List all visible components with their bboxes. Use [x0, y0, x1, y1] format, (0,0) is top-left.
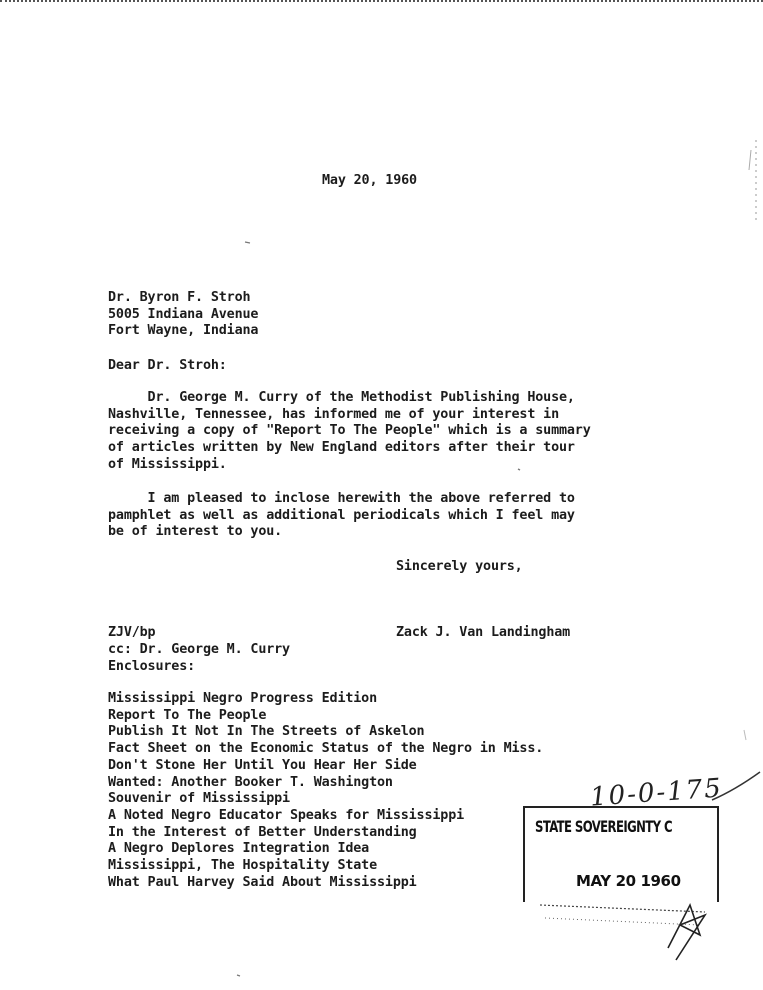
letter-date: May 20, 1960 — [322, 173, 417, 188]
speck — [518, 469, 520, 470]
enclosure-item: Wanted: Another Booker T. Washington — [108, 774, 393, 790]
paragraph-1-line: Nashville, Tennessee, has informed me of your interest in — [108, 406, 559, 422]
enclosures-label: Enclosures: — [108, 659, 196, 674]
edge-noise — [744, 730, 746, 740]
enclosure-item: Mississippi, The Hospitality State — [108, 858, 378, 874]
paragraph-1-line: of Mississippi. — [108, 456, 227, 472]
handwritten-file-number: 10-0-175 — [589, 773, 724, 813]
speck — [245, 242, 250, 243]
cc-line: cc: Dr. George M. Curry — [108, 642, 290, 657]
stamp-date: MAY 20 1960 — [576, 872, 681, 890]
initials-scrawl — [668, 905, 705, 960]
paragraph-2-line: be of interest to you. — [108, 524, 283, 540]
signature-name: Zack J. Van Landingham — [396, 625, 571, 640]
stamp-dotted-line — [545, 918, 700, 925]
salutation: Dear Dr. Stroh: — [108, 358, 227, 373]
enclosure-item: In the Interest of Better Understanding — [108, 824, 417, 840]
enclosure-item: A Negro Deplores Integration Idea — [108, 841, 370, 857]
enclosure-item: Don't Stone Her Until You Hear Her Side — [108, 757, 417, 773]
paragraph-2-line: pamphlet as well as additional periodicals which I feel may — [108, 507, 575, 523]
edge-noise — [749, 150, 751, 170]
enclosure-item: What Paul Harvey Said About Mississippi — [108, 874, 417, 890]
paragraph-1-line: receiving a copy of "Report To The People" which is a summary — [108, 423, 591, 439]
enclosure-item: Mississippi Negro Progress Edition — [108, 691, 378, 706]
paragraph-1-line: of articles written by New England editors after their tour — [108, 440, 575, 456]
handwritten-stroke — [712, 772, 760, 800]
closing: Sincerely yours, — [396, 559, 523, 574]
enclosure-item: Souvenir of Mississippi — [108, 791, 290, 807]
enclosure-item: Fact Sheet on the Economic Status of the Negro in Miss. — [108, 741, 544, 757]
recipient-name: Dr. Byron F. Stroh — [108, 290, 251, 305]
speck — [237, 975, 240, 976]
enclosure-item: Publish It Not In The Streets of Askelon — [108, 724, 425, 740]
enclosure-item: A Noted Negro Educator Speaks for Mississippi — [108, 807, 465, 823]
enclosure-item: Report To The People — [108, 707, 267, 723]
paragraph-1-line: Dr. George M. Curry of the Methodist Publishing House, — [108, 390, 575, 405]
stamp-header: STATE SOVEREIGNTY C — [535, 818, 672, 837]
paragraph-2-line: I am pleased to inclose herewith the above referred to — [108, 491, 575, 506]
recipient-city: Fort Wayne, Indiana — [108, 323, 259, 339]
initials: ZJV/bp — [108, 625, 156, 640]
recipient-street: 5005 Indiana Avenue — [108, 306, 259, 322]
stamp-dotted-line — [540, 905, 705, 912]
